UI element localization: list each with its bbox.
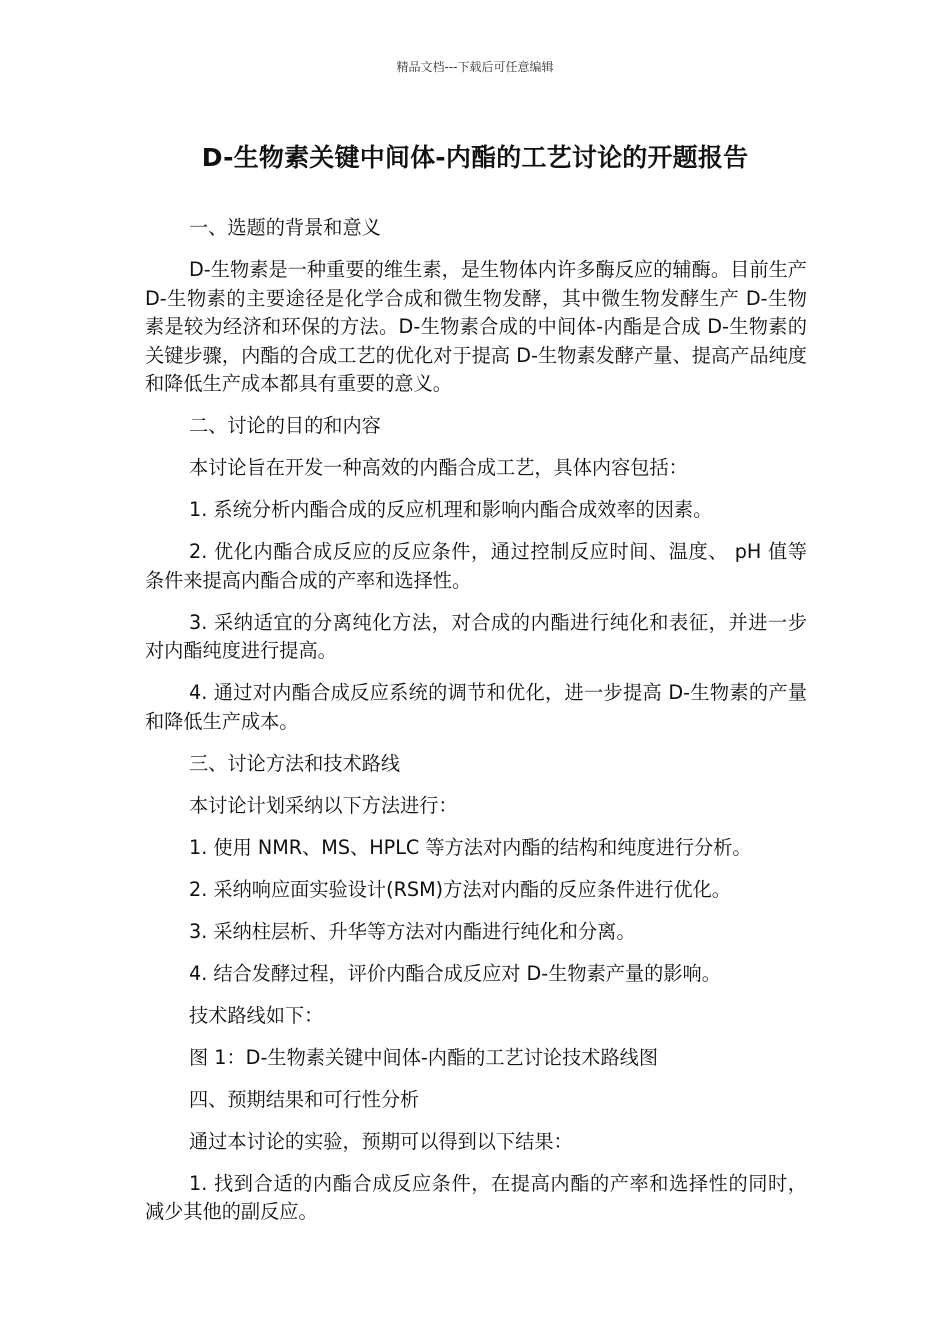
list-item-purpose-1: 1. 系统分析内酯合成的反应机理和影响内酯合成效率的因素。 [189, 498, 713, 521]
list-item-method-2: 2. 采纳响应面实验设计(RSM)方法对内酯的反应条件进行优化。 [189, 877, 731, 901]
paragraph-results-intro: 通过本讨论的实验，预期可以得到以下结果： [189, 1129, 573, 1153]
document-title: D-生物素关键中间体-内酯的工艺讨论的开题报告 [201, 143, 749, 172]
list-item-method-1: 1. 使用 NMR、MS、HPLC 等方法对内酯的结构和纯度进行分析。 [189, 835, 752, 859]
page-header: 精品文档---下载后可任意编辑 [396, 60, 554, 74]
list-item-purpose-2: 2. 优化内酯合成反应的反应条件，通过控制反应时间、温度、 pH 值等条件来提高内酯合成的产率和选择性。 [145, 540, 807, 592]
paragraph-background: D-生物素是一种重要的维生素，是生物体内许多酶反应的辅酶。目前生产 D-生物素的主要途径是化学合成和微生物发酵，其中微生物发酵生产 D-生物素是较为经济和环保的方法。D-生物素合成的中间体-内酯是合成 D-生物素的关键步骤，内酯的合成工艺的优化对于提高 D-生物素发酵产量、提高产品纯度和降低生产成本都具有重要的意义。 [145, 258, 807, 395]
list-item-method-3: 3. 采纳柱层析、升华等方法对内酯进行纯化和分离。 [189, 919, 636, 943]
section-heading-expected-results: 四、预期结果和可行性分析 [189, 1087, 420, 1111]
section-heading-background: 一、选题的背景和意义 [189, 216, 381, 239]
section-heading-purpose: 二、讨论的目的和内容 [189, 414, 381, 437]
list-item-method-4: 4. 结合发酵过程，评价内酯合成反应对 D-生物素产量的影响。 [189, 961, 721, 985]
paragraph-roadmap-intro: 技术路线如下： [189, 1003, 324, 1027]
paragraph-methods-intro: 本讨论计划采纳以下方法进行： [189, 793, 458, 817]
list-item-purpose-4: 4. 通过对内酯合成反应系统的调节和优化，进一步提高 D-生物素的产量和降低生产成本。 [145, 681, 807, 733]
section-heading-methods: 三、讨论方法和技术路线 [189, 751, 401, 775]
list-item-result-1: 1. 找到合适的内酯合成反应条件，在提高内酯的产率和选择性的同时，减少其他的副反应。 [145, 1171, 807, 1223]
list-item-purpose-3: 3. 采纳适宜的分离纯化方法，对合成的内酯进行纯化和表征，并进一步对内酯纯度进行提高。 [145, 610, 807, 662]
figure-caption: 图 1：D-生物素关键中间体-内酯的工艺讨论技术路线图 [189, 1045, 659, 1069]
paragraph-purpose-intro: 本讨论旨在开发一种高效的内酯合成工艺，具体内容包括： [189, 456, 688, 479]
document-body [145, 214, 807, 1240]
